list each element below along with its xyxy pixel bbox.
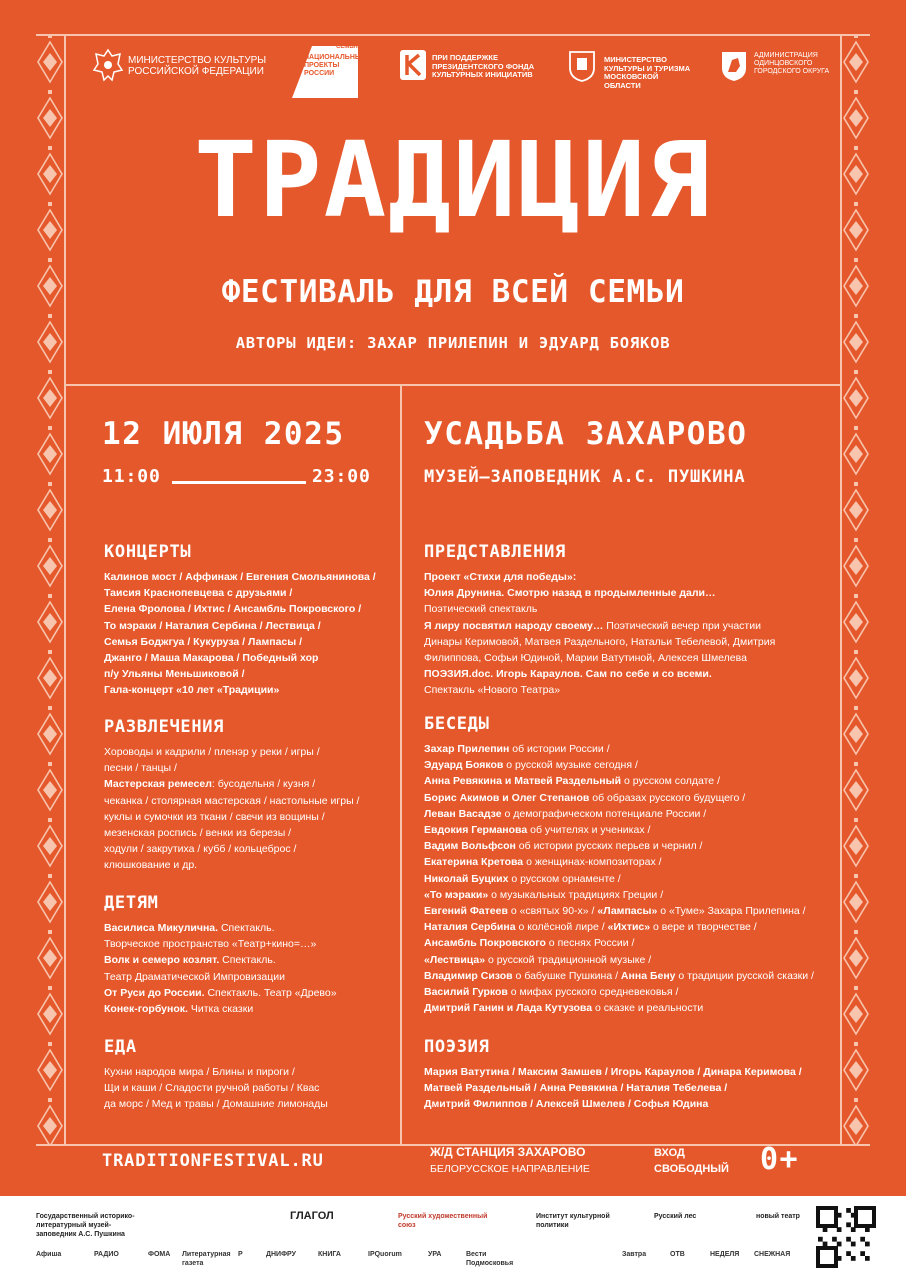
program-text: о бабушке Пушкина / (512, 969, 621, 982)
ornament-diamond (38, 1042, 62, 1090)
ornament-diamond (844, 90, 868, 138)
program-name: ПОЭЗИЯ.doc. Игорь Караулов. Сам по себе и со всеми. (424, 668, 712, 681)
program-line (424, 585, 834, 601)
program-line (104, 1080, 394, 1096)
otv-logo: ОТВ (670, 1251, 685, 1258)
program-text: Филиппова, Софьи Юдиной, Марии Ватутиной, Алексея Шмелева (424, 652, 747, 665)
section-title: ПРЕДСТАВЛЕНИЯ (424, 542, 566, 562)
program-section (104, 716, 394, 874)
program-name: Николай Буцких (424, 872, 509, 885)
section-title: БЕСЕДЫ (424, 714, 490, 734)
program-text: об истории России / (509, 743, 610, 755)
program-line (104, 634, 394, 650)
ornament-diamond (844, 874, 868, 922)
program-line (104, 1064, 394, 1080)
program-name: Мария Ватутина / Максим Замшев / Игорь Караулов / Динара Керимова / (424, 1066, 802, 1078)
ornament-diamond (38, 146, 62, 194)
program-name: Василиса Микулична. (104, 922, 219, 934)
program-section (104, 541, 394, 699)
program-line (104, 920, 394, 936)
program-section (424, 541, 834, 699)
program-line (104, 1001, 394, 1017)
program-text: о «святых 90-х» / (507, 905, 598, 918)
program-line (424, 935, 834, 951)
russian-forest-logo: Русский лес (654, 1213, 697, 1220)
program-name: Таисия Краснопевцева с друзьями / (104, 587, 293, 600)
program-line (424, 601, 834, 617)
event-time-end: 23:00 (312, 466, 371, 487)
program-line (424, 806, 834, 822)
program-line (104, 585, 394, 601)
program-text: Поэтический вечер при участии (603, 619, 761, 632)
ornament-diamond (844, 538, 868, 586)
program-line (104, 682, 394, 698)
website-label[interactable]: TRADITIONFESTIVAL.RU (102, 1151, 324, 1171)
foma-logo: ФОМА (148, 1251, 171, 1258)
program-line (104, 569, 394, 585)
program-name: Я лиру посвятил народу своему… (424, 619, 604, 632)
program-line (104, 618, 394, 634)
program-text: об учителях и учениках / (527, 824, 651, 837)
program-line (104, 809, 394, 825)
russian-art-union-logo: Русский художественный союз (398, 1213, 488, 1229)
program-line (424, 822, 834, 838)
program-line (104, 650, 394, 666)
book-logo: КНИГА (318, 1251, 341, 1258)
program-line (104, 936, 394, 952)
ipquorum-logo: IPQuorum (368, 1251, 402, 1258)
national-projects-label: НАЦИОНАЛЬНЫЕ ПРОЕКТЫ РОССИИ (304, 54, 367, 77)
program-text: Спектакль «Нового Театра» (424, 684, 561, 697)
program-text: Театр Драматической Импровизации (104, 970, 285, 983)
ura-logo: УРА (428, 1251, 442, 1258)
ornament-diamond (844, 986, 868, 1034)
program-line (424, 618, 834, 634)
glagol-logo: ГЛАГОЛ (290, 1210, 334, 1222)
ornament-diamond (38, 426, 62, 474)
ornament-pattern (36, 34, 64, 1144)
event-venue-sub: МУЗЕЙ–ЗАПОВЕДНИК А.С. ПУШКИНА (424, 467, 746, 487)
program-line (104, 969, 394, 985)
program-line (104, 985, 394, 1001)
event-venue: УСАДЬБА ЗАХАРОВО (424, 416, 748, 452)
ornament-diamond (38, 314, 62, 362)
program-name: «Ихтис» (607, 921, 651, 934)
program-name: Гала-концерт «10 лет «Традиции» (104, 684, 280, 697)
program-name: Екатерина Кретова (424, 856, 524, 869)
program-line (424, 919, 834, 935)
program-line (104, 776, 394, 792)
program-name: Евгений Фатеев (424, 905, 508, 918)
program-name: Евдокия Германова (424, 824, 528, 837)
program-line (424, 984, 834, 1000)
ornament-diamond (38, 1098, 62, 1144)
header-divider (66, 384, 840, 386)
program-text: о традиции русской сказки / (675, 969, 814, 982)
ornament-diamond (844, 146, 868, 194)
program-line (104, 744, 394, 760)
presidential-fund-text: ПРИ ПОДДЕРЖКЕ ПРЕЗИДЕНТСКОГО ФОНДА КУЛЬТУРНЫХ ИНИЦИАТИВ (432, 53, 535, 79)
program-section (424, 713, 834, 1016)
top-line (36, 34, 870, 36)
program-line (424, 757, 834, 773)
program-name: Калинов мост / Аффинаж / Евгения Смольянинова / (104, 571, 376, 583)
r-logo: Р (238, 1251, 243, 1258)
program-text: Динары Керимовой, Матвея Раздельного, Натальи Тебелевой, Дмитрия (424, 635, 776, 648)
program-text: да морс / Мед и травы / Домашние лимонады (104, 1098, 328, 1111)
program-text: о мифах русского средневековья / (507, 986, 679, 999)
program-line (104, 841, 394, 857)
program-text: Хороводы и кадрили / пленэр у реки / игры / (104, 746, 320, 758)
program-name: «То мэраки» (424, 888, 489, 901)
qr-code-icon (816, 1206, 876, 1268)
program-name: От Руси до России. (104, 986, 205, 999)
ornament-diamond (844, 706, 868, 754)
age-rating: 0+ (760, 1142, 800, 1177)
program-line (424, 790, 834, 806)
program-name: Наталия Сербина (424, 921, 516, 934)
program-text: о «Туме» Захара Прилепина / (657, 905, 806, 918)
program-line (424, 1096, 834, 1112)
moscow-region-text: МИНИСТЕРСТВО КУЛЬТУРЫ И ТУРИЗМА МОСКОВСКОЙ ОБЛАСТИ (604, 55, 691, 90)
ornament-diamond (38, 874, 62, 922)
entry-label-1: ВХОД (654, 1147, 685, 1159)
odintsovo-coat-of-arms-icon (720, 48, 748, 82)
zavtra-logo: Завтра (622, 1251, 647, 1258)
program-line (424, 650, 834, 666)
ornament-diamond (844, 1098, 868, 1144)
ornament-diamond (844, 426, 868, 474)
program-name: Вадим Вольфсон (424, 840, 516, 853)
section-title: ЕДА (104, 1037, 137, 1057)
afisha-logo: Афиша (36, 1251, 62, 1258)
program-text: : бусодельня / кузня / (211, 778, 316, 791)
ornament-diamond (38, 538, 62, 586)
program-name: Конек-горбунок. (104, 1003, 188, 1016)
entry-label-2: СВОБОДНЫЙ (654, 1163, 729, 1175)
ornament-diamond (38, 482, 62, 530)
program-text: о вере и творчестве / (650, 921, 757, 934)
program-text: о русской традиционной музыке / (485, 953, 652, 966)
program-text: песни / танцы / (104, 762, 177, 775)
program-line (104, 760, 394, 776)
program-text: о демографическом потенциале России / (501, 807, 707, 820)
program-section (104, 892, 394, 1017)
program-line (424, 871, 834, 887)
program-name: Волк и семеро козлят. (104, 954, 220, 967)
program-text: об истории русских перьев и чернил / (515, 840, 703, 853)
program-line (104, 793, 394, 809)
ornament-diamond (844, 762, 868, 810)
event-time-dash (172, 481, 306, 484)
section-title: РАЗВЛЕЧЕНИЯ (104, 717, 225, 737)
program-line (424, 854, 834, 870)
ornament-diamond (844, 482, 868, 530)
program-name: Проект «Стихи для победы»: (424, 571, 577, 583)
national-projects-top-label: СЕМЬЯ (336, 44, 358, 50)
program-name: Юлия Друнина. Смотрю назад в продымленные дали… (424, 587, 716, 600)
literary-gazette-logo: Литературная газета (182, 1251, 231, 1267)
museum-pushkin-logo: Государственный историко-литературный музей-заповедник А.С. Пушкина (36, 1213, 135, 1238)
program-name: Дмитрий Филиппов / Алексей Шмелев / Софья Юдина (424, 1098, 709, 1111)
festival-subtitle: ФЕСТИВАЛЬ ДЛЯ ВСЕЙ СЕМЬИ (221, 274, 685, 310)
direction-label: БЕЛОРУССКОЕ НАПРАВЛЕНИЕ (430, 1163, 590, 1175)
ornament-diamond (38, 202, 62, 250)
program-text: Кухни народов мира / Блины и пироги / (104, 1066, 295, 1078)
russian-coat-of-arms-icon (92, 48, 124, 84)
column-divider (400, 386, 402, 1144)
program-name: Дмитрий Ганин и Лада Кутузова (424, 1002, 593, 1015)
program-name: «Лампасы» (597, 905, 658, 918)
event-date: 12 ИЮЛЯ 2025 (102, 416, 345, 452)
ornament-diamond (38, 818, 62, 866)
program-line (424, 773, 834, 789)
nedelya-logo: НЕДЕЛЯ (710, 1251, 740, 1258)
program-name: Анна Бену (620, 969, 676, 982)
section-title: КОНЦЕРТЫ (104, 542, 192, 562)
program-text: Творческое пространство «Театр+кино=…» (104, 938, 317, 951)
program-line (424, 634, 834, 650)
program-text: чеканка / столярная мастерская / настольные игры / (104, 794, 360, 807)
station-label: Ж/Д СТАНЦИЯ ЗАХАРОВО (430, 1145, 586, 1159)
program-line (424, 838, 834, 854)
program-text: Читка сказки (187, 1003, 254, 1016)
program-name: п/у Ульяны Меньшиковой / (104, 668, 245, 681)
ornament-diamond (38, 930, 62, 978)
program-line (104, 666, 394, 682)
ornament-pattern (842, 34, 870, 1144)
ikp-logo: Институт культурной политики (536, 1213, 610, 1229)
ornament-diamond (38, 706, 62, 754)
program-line (424, 741, 834, 757)
program-name: Ансамбль Покровского (424, 937, 546, 950)
program-name: Леван Васадзе (424, 807, 502, 820)
program-name: Анна Ревякина и Матвей Раздельный (424, 775, 622, 788)
left-ornament-border (36, 34, 64, 1144)
program-name: Эдуард Бояков (424, 759, 504, 772)
program-name: Борис Акимов и Олег Степанов (424, 791, 590, 804)
program-line (424, 952, 834, 968)
program-text: клюшкование и др. (104, 859, 198, 872)
program-line (104, 952, 394, 968)
program-name: Василий Гурков (424, 986, 508, 999)
section-title: ПОЭЗИЯ (424, 1037, 490, 1057)
program-section (104, 1036, 394, 1113)
ornament-diamond (844, 1042, 868, 1090)
left-inner-line (64, 34, 66, 1144)
program-text: о русском солдате / (621, 775, 720, 788)
program-name: Елена Фролова / Ихтис / Ансамбль Покровского / (104, 603, 362, 616)
program-text: об образах русского будущего / (589, 791, 746, 804)
radio-logo: РАДИО (94, 1251, 119, 1258)
program-text: о русском орнаменте / (508, 872, 621, 885)
program-text: Щи и каши / Сладости ручной работы / Квас (104, 1082, 320, 1095)
program-line (104, 857, 394, 873)
ornament-diamond (38, 650, 62, 698)
program-line (424, 1080, 834, 1096)
ornament-diamond (38, 258, 62, 306)
section-title: ДЕТЯМ (104, 893, 159, 913)
dnipru-logo: ДНИФРУ (266, 1251, 296, 1258)
program-name: Владимир Сизов (424, 969, 513, 982)
moscow-region-coat-of-arms-icon (568, 48, 596, 82)
program-text: о сказке и реальности (592, 1002, 704, 1015)
ornament-diamond (38, 986, 62, 1034)
ornament-diamond (844, 258, 868, 306)
new-theatre-logo: новый театр (756, 1213, 800, 1220)
right-ornament-border (842, 34, 870, 1144)
program-text: о песнях России / (545, 937, 635, 950)
festival-authors: АВТОРЫ ИДЕИ: ЗАХАР ПРИЛЕПИН И ЭДУАРД БОЯКОВ (235, 334, 671, 352)
odintsovo-text: АДМИНИСТРАЦИЯ ОДИНЦОВСКОГО ГОРОДСКОГО ОКРУГА (754, 52, 830, 75)
program-line (104, 601, 394, 617)
program-line (424, 1000, 834, 1016)
ornament-diamond (38, 90, 62, 138)
program-text: Спектакль. (218, 922, 275, 934)
program-name: Матвей Раздельный / Анна Ревякина / Наталия Тебелева / (424, 1082, 728, 1095)
ornament-diamond (844, 314, 868, 362)
program-name: Джанго / Маша Макарова / Победный хор (104, 652, 319, 665)
ornament-diamond (38, 594, 62, 642)
ornament-diamond (844, 930, 868, 978)
program-name: Мастерская ремесел (104, 778, 212, 791)
program-text: куклы и сумочки из ткани / свечи из вощины / (104, 810, 325, 823)
top-ornament-line (36, 45, 870, 47)
ornament-diamond (844, 650, 868, 698)
festival-title: ТРАДИЦИЯ (194, 119, 712, 241)
vesti-logo: Вести Подмосковья (466, 1251, 514, 1267)
snezhka-logo: СНЕЖНАЯ (754, 1251, 791, 1258)
ornament-diamond (844, 594, 868, 642)
program-line (424, 887, 834, 903)
program-line (424, 682, 834, 698)
ornament-diamond (38, 762, 62, 810)
logo-ministry-culture-text: МИНИСТЕРСТВО КУЛЬТУРЫ РОССИЙСКОЙ ФЕДЕРАЦИИ (128, 55, 267, 77)
program-text: Спектакль. (219, 954, 276, 967)
program-text: о женщинах-композиторах / (523, 856, 662, 869)
program-text: о музыкальных традициях Греции / (488, 888, 664, 901)
program-text: о русской музыке сегодня / (503, 759, 638, 772)
ornament-diamond (844, 370, 868, 418)
program-line (424, 903, 834, 919)
program-text: Поэтический спектакль (424, 603, 538, 616)
program-text: мезенская роспись / венки из березы / (104, 827, 292, 840)
program-line (104, 1096, 394, 1112)
right-inner-line (840, 34, 842, 1144)
program-text: о колёсной лире / (515, 921, 608, 934)
ornament-diamond (38, 370, 62, 418)
program-text: Спектакль. Театр «Древо» (204, 986, 337, 999)
program-line (104, 825, 394, 841)
ornament-diamond (844, 818, 868, 866)
program-line (424, 1064, 834, 1080)
program-line (424, 666, 834, 682)
program-name: «Лествица» (424, 953, 486, 966)
event-time-start: 11:00 (102, 466, 161, 487)
program-line (424, 569, 834, 585)
program-name: Захар Прилепин (424, 743, 510, 755)
program-section (424, 1036, 834, 1113)
program-text: ходули / закрутиха / кубб / кольцеброс / (104, 843, 297, 856)
presidential-fund-logo (400, 50, 426, 80)
program-name: Семья Боджгуа / Кукуруза / Лампасы / (104, 635, 303, 648)
qr-code-graphic (816, 1206, 876, 1268)
program-line (424, 968, 834, 984)
program-name: То мэраки / Наталия Сербина / Лествица / (104, 619, 321, 632)
ornament-diamond (844, 202, 868, 250)
